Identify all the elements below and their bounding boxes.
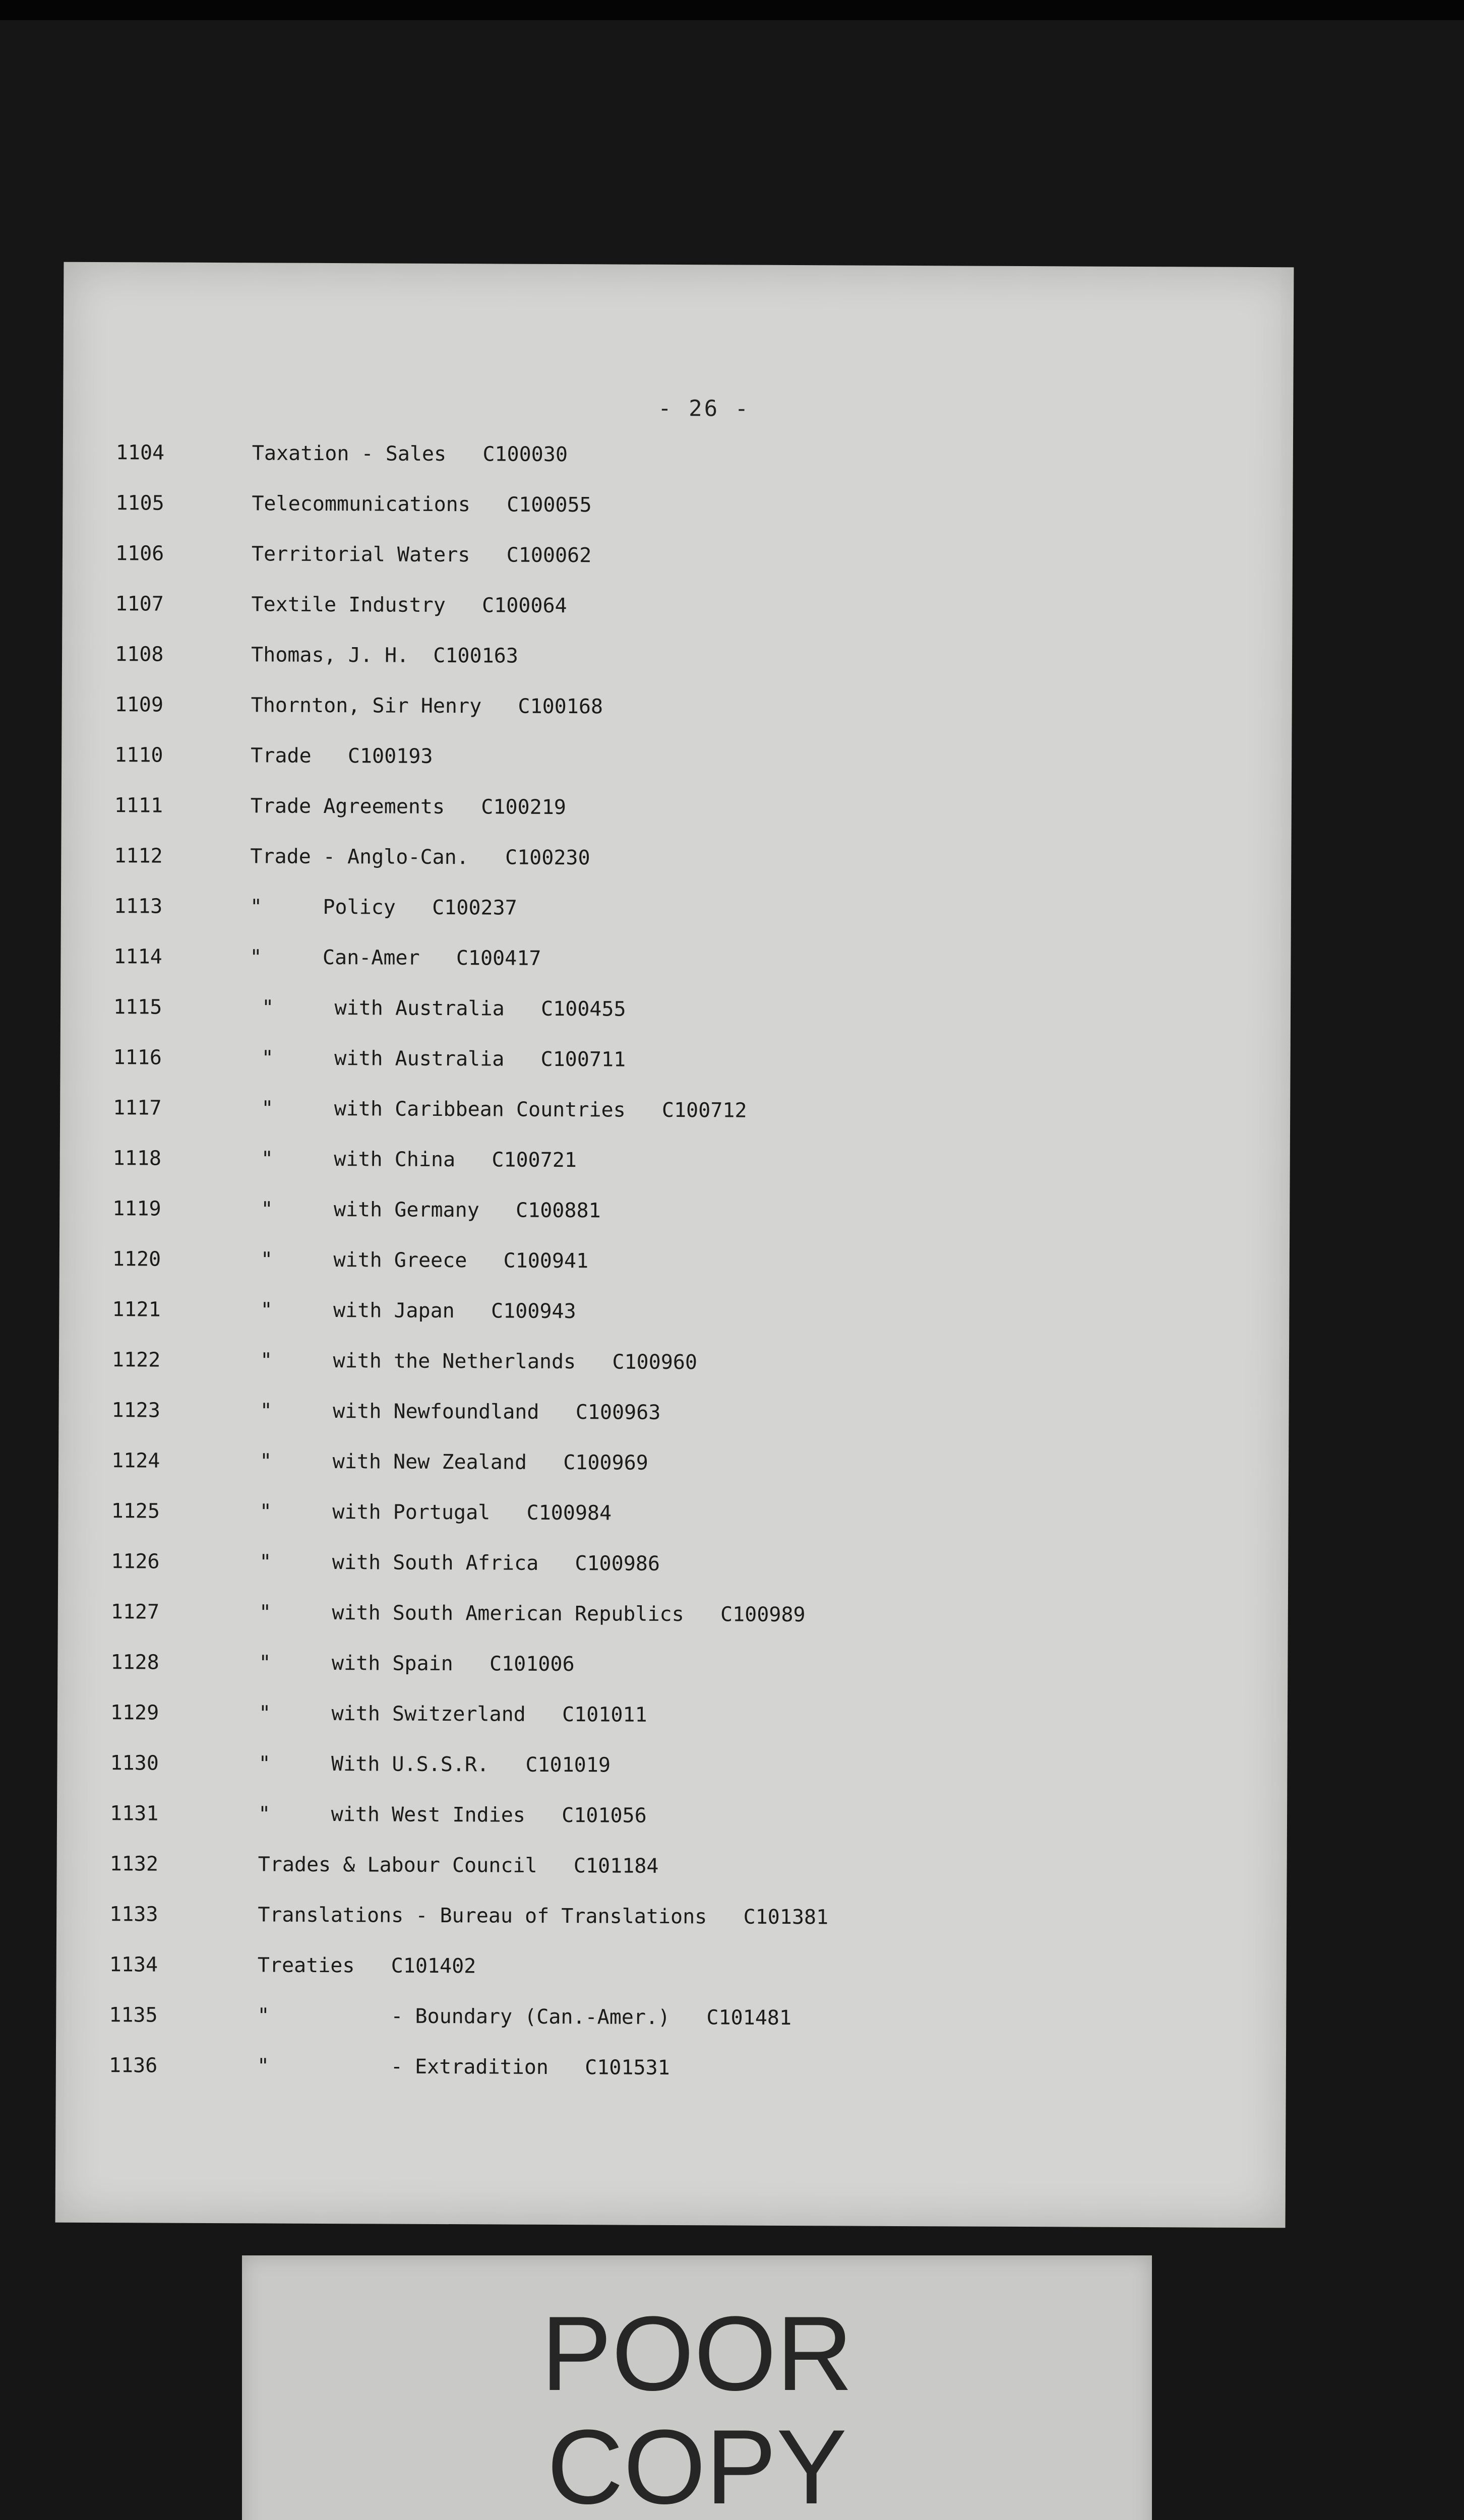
entry-number: 1121 (112, 1298, 161, 1321)
list-item (56, 1903, 1287, 1959)
list-item (60, 945, 1291, 1001)
list-item (62, 743, 1292, 799)
entry-text: " with South American Republics C100989 (247, 1601, 806, 1627)
entry-text: " with South Africa C100986 (247, 1550, 660, 1576)
entry-number: 1135 (109, 2003, 158, 2027)
entry-number: 1104 (115, 441, 165, 465)
list-item (58, 1399, 1289, 1455)
poor-copy-line-1: POOR (541, 2294, 853, 2413)
entry-number: 1111 (114, 794, 163, 817)
list-item (57, 1751, 1287, 1807)
entry-number: 1120 (112, 1247, 161, 1271)
entry-text: Trade Agreements C100219 (250, 794, 567, 820)
list-item (59, 1298, 1289, 1354)
entry-text: " with Portugal C100984 (247, 1500, 612, 1525)
entry-text: " with New Zealand C100969 (248, 1450, 648, 1475)
list-item (61, 794, 1291, 850)
list-item (59, 1197, 1290, 1253)
entry-number: 1128 (110, 1651, 159, 1674)
entry-text: Treaties C101402 (245, 1954, 476, 1978)
film-edge-top (0, 0, 1464, 20)
list-item (60, 1096, 1290, 1152)
entry-number: 1136 (108, 2054, 158, 2077)
entry-list (64, 262, 1294, 2080)
entry-number: 1132 (109, 1852, 159, 1876)
list-item (63, 491, 1293, 547)
list-item (59, 1247, 1290, 1303)
entry-text: " With U.S.S.R. C101019 (246, 1752, 611, 1777)
entry-text: Thomas, J. H. C100163 (251, 643, 519, 668)
entry-text: Trade C100193 (251, 744, 433, 768)
entry-number: 1118 (112, 1147, 162, 1170)
list-item (62, 693, 1292, 749)
entry-text: Territorial Waters C100062 (251, 542, 592, 568)
entry-number: 1117 (113, 1096, 162, 1120)
entry-number: 1119 (112, 1197, 161, 1221)
entry-number: 1114 (113, 945, 162, 969)
list-item (59, 1147, 1290, 1203)
entry-text: " Policy C100237 (250, 895, 517, 920)
page-number: - 26 - (658, 395, 751, 422)
entry-number: 1123 (111, 1399, 160, 1422)
entry-text: Textile Industry C100064 (251, 593, 567, 618)
entry-number: 1110 (114, 743, 163, 767)
entry-number: 1130 (110, 1751, 159, 1775)
entry-text: " with Australia C100711 (249, 1046, 626, 1072)
entry-text: " with Japan C100943 (248, 1298, 576, 1324)
entry-number: 1127 (110, 1600, 160, 1624)
entry-text: " with Germany C100881 (249, 1198, 601, 1223)
entry-number: 1124 (111, 1449, 160, 1473)
entry-text: " - Extradition C101531 (245, 2054, 670, 2080)
entry-text: " with Spain C101006 (247, 1651, 575, 1676)
list-item (57, 1802, 1287, 1858)
entry-text: Thornton, Sir Henry C100168 (251, 694, 603, 719)
entry-number: 1108 (115, 643, 164, 666)
list-item (58, 1550, 1288, 1606)
entry-number: 1105 (115, 491, 164, 515)
entry-text: " with Australia C100455 (249, 996, 626, 1021)
entry-text: " with Caribbean Countries C100712 (249, 1097, 747, 1122)
entry-number: 1107 (115, 592, 164, 616)
entry-number: 1129 (110, 1701, 159, 1725)
list-item (60, 995, 1291, 1051)
entry-text: " with West Indies C101056 (246, 1802, 647, 1828)
entry-number: 1131 (109, 1802, 159, 1825)
document-page (55, 262, 1294, 2228)
list-item (57, 1651, 1288, 1707)
entry-number: 1133 (109, 1903, 158, 1926)
entry-text: Taxation - Sales C100030 (252, 442, 568, 467)
entry-number: 1113 (113, 895, 163, 918)
entry-text: " with Newfoundland C100963 (248, 1399, 661, 1424)
entry-text: Trade - Anglo-Can. C100230 (250, 845, 590, 870)
entry-text: Translations - Bureau of Translations C101381 (246, 1903, 829, 1929)
list-item (56, 2054, 1286, 2110)
entry-number: 1115 (113, 995, 162, 1019)
entry-number: 1112 (114, 844, 163, 868)
entry-number: 1126 (111, 1550, 160, 1573)
entry-text: Trades & Labour Council C101184 (246, 1853, 659, 1878)
list-item (58, 1499, 1288, 1555)
entry-number: 1134 (109, 1953, 158, 1977)
list-item (58, 1449, 1289, 1505)
poor-copy-line-2: COPY (546, 2408, 847, 2520)
list-item (56, 1852, 1287, 1908)
entry-text: " with China C100721 (249, 1147, 577, 1172)
list-item (63, 542, 1293, 598)
entry-text: " - Boundary (Can.-Amer.) C101481 (245, 2004, 792, 2030)
list-item (61, 844, 1291, 900)
list-item (60, 1046, 1290, 1102)
list-item (57, 1701, 1288, 1757)
list-item (56, 1953, 1286, 2009)
entry-number: 1109 (114, 693, 164, 717)
list-item (61, 895, 1291, 951)
list-item (62, 592, 1292, 648)
entry-text: Telecommunications C100055 (252, 492, 592, 517)
entry-number: 1116 (113, 1046, 162, 1069)
entry-number: 1106 (115, 542, 164, 565)
list-item (59, 1348, 1289, 1404)
list-item (63, 441, 1293, 497)
entry-text: " with Greece C100941 (248, 1248, 589, 1273)
list-item (56, 2003, 1286, 2059)
entry-number: 1122 (111, 1348, 161, 1372)
list-item (62, 643, 1292, 699)
poor-copy-stamp (242, 2255, 1152, 2520)
entry-text: " with the Netherlands C100960 (248, 1349, 698, 1374)
entry-text: " with Switzerland C101011 (246, 1702, 647, 1727)
entry-number: 1125 (111, 1499, 160, 1523)
entry-text: " Can-Amer C100417 (250, 946, 541, 970)
list-item (57, 1600, 1288, 1656)
